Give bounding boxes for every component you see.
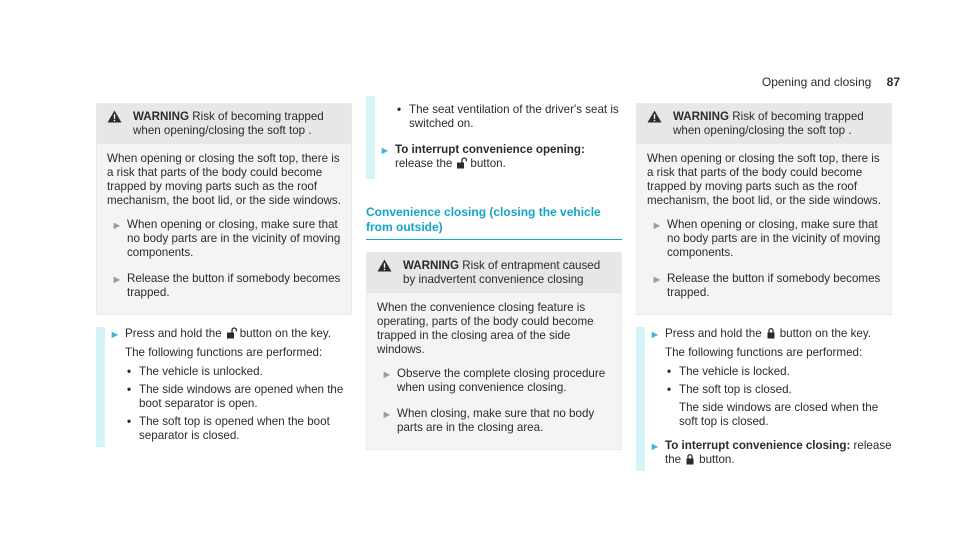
interrupt-label: To interrupt convenience closing: (665, 439, 851, 452)
step-text-after: button on the key. (779, 327, 871, 340)
unlock-icon (225, 327, 237, 339)
warning-title (663, 110, 881, 138)
warning-step-text: When closing, make sure that no body parts are in the closing area. (397, 407, 595, 434)
interrupt-label: To interrupt convenience opening: (395, 143, 585, 156)
interrupt-step (636, 433, 892, 471)
page-header (762, 75, 900, 89)
warning-title-text: Risk of becoming trapped when opening/closing the soft top . (673, 110, 864, 137)
arrow-right-icon: ► (111, 220, 123, 232)
warning-title-text: Risk of entrapment caused by inadvertent convenience closing (403, 259, 601, 286)
arrow-right-icon: ► (111, 274, 123, 286)
column-1 (96, 103, 352, 447)
section-name: Opening and closing (761, 75, 872, 89)
warning-body (97, 144, 351, 314)
interrupt-text (665, 433, 892, 471)
lock-icon (684, 453, 696, 465)
warning-triangle-icon (107, 110, 123, 138)
warning-step (107, 218, 341, 264)
warning-label: WARNING (673, 110, 730, 123)
interrupt-text-before: release the (395, 157, 453, 170)
warning-step-text: When opening or closing, make sure that no body parts are in the vicinity of moving components. (667, 218, 881, 259)
list-item-note: The side windows are closed when the soft top is closed. (679, 401, 879, 428)
list-item: • The seat ventilation of the driver's seat is switched on. (395, 103, 622, 131)
warning-text: When opening or closing the soft top, there is a risk that parts of the body could become trapped by moving parts such as the roof mechanism, the boot lid, or the side windows. (107, 152, 341, 207)
lock-icon (765, 327, 777, 339)
bullet-list (395, 103, 622, 135)
interrupt-text-after: button. (470, 157, 506, 170)
column-3 (636, 103, 892, 471)
warning-text: When opening or closing the soft top, there is a risk that parts of the body could become trapped by moving parts such as the roof mechanism, the boot lid, or the side windows. (647, 152, 881, 207)
list-item (665, 383, 892, 429)
list-item-text: The soft top is closed. (679, 383, 792, 396)
step-content (125, 327, 352, 447)
step-bar (636, 327, 645, 433)
step-bar (366, 135, 375, 179)
step-bar (96, 327, 105, 447)
step-text (125, 327, 352, 341)
section-title: Convenience closing (closing the vehicle from outside) (366, 205, 622, 240)
warning-step-text: Observe the complete closing procedure when using convenience closing. (397, 367, 606, 394)
unlock-icon (455, 157, 467, 169)
step-text (665, 327, 892, 341)
continued-step (366, 96, 622, 135)
warning-step-text: Release the button if somebody becomes trapped. (127, 272, 341, 299)
warning-step (377, 367, 611, 399)
warning-step (107, 272, 341, 304)
interrupt-text-after: button. (699, 453, 735, 466)
list-item: • The vehicle is locked. (665, 365, 892, 379)
warning-box (636, 103, 892, 315)
list-item: • The side windows are opened when the boot separator is open. (125, 383, 352, 411)
warning-box (366, 252, 622, 450)
warning-step (647, 272, 881, 304)
arrow-right-icon: ► (651, 220, 663, 232)
arrow-right-icon: ► (649, 329, 661, 341)
page-number: 87 (886, 75, 900, 89)
warning-step (647, 218, 881, 264)
warning-step-text: When opening or closing, make sure that no body parts are in the vicinity of moving components. (127, 218, 341, 259)
warning-header (97, 104, 351, 144)
arrow-right-icon: ► (649, 441, 661, 453)
warning-title (393, 259, 611, 287)
warning-body (367, 293, 621, 449)
warning-label: WARNING (133, 110, 190, 123)
list-item: • The soft top is opened when the boot separator is closed. (125, 415, 352, 443)
step-content (665, 327, 892, 433)
step-intro: The following functions are performed: (665, 346, 863, 359)
step-bar (636, 433, 645, 471)
warning-label: WARNING (403, 259, 460, 272)
list-item: • The vehicle is unlocked. (125, 365, 352, 379)
warning-box (96, 103, 352, 315)
arrow-right-icon: ► (379, 145, 391, 157)
step-text-before: Press and hold the (125, 327, 222, 340)
arrow-right-icon: ► (381, 369, 393, 381)
warning-triangle-icon (647, 110, 663, 138)
warning-step-text: Release the button if somebody becomes trapped. (667, 272, 881, 299)
warning-header (637, 104, 891, 144)
interrupt-text (395, 135, 622, 179)
step-bar (366, 96, 375, 135)
step-text-after: button on the key. (239, 327, 331, 340)
warning-triangle-icon (377, 259, 393, 287)
warning-title-text: Risk of becoming trapped when opening/closing the soft top . (133, 110, 324, 137)
warning-step (377, 407, 611, 439)
spacer (375, 96, 395, 135)
arrow-right-icon: ► (651, 274, 663, 286)
instruction-step (96, 327, 352, 447)
step-intro: The following functions are performed: (125, 346, 323, 359)
interrupt-text-before: release the (665, 439, 892, 466)
step-text-before: Press and hold the (665, 327, 762, 340)
warning-body (637, 144, 891, 314)
bullet-list (665, 365, 892, 429)
instruction-step (636, 327, 892, 433)
interrupt-step (366, 135, 622, 179)
arrow-right-icon: ► (381, 409, 393, 421)
arrow-right-icon: ► (109, 329, 121, 341)
warning-text: When the convenience closing feature is operating, parts of the body could become trapped in the closing area of the side windows. (377, 301, 594, 356)
column-2 (366, 96, 622, 450)
warning-title (123, 110, 341, 138)
bullet-list (125, 365, 352, 443)
warning-header (367, 253, 621, 293)
